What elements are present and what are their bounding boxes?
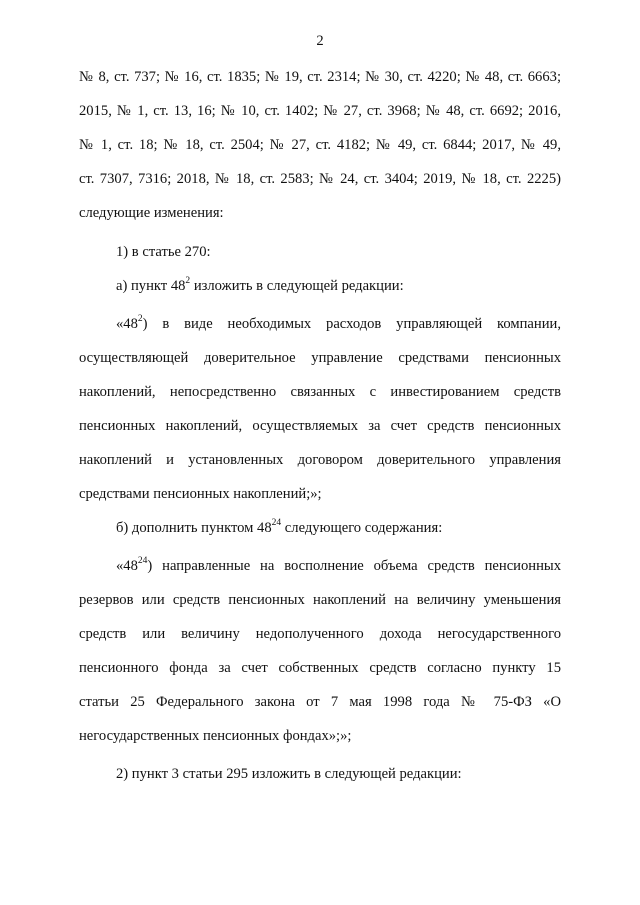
citation-line: 2015, № 1, ст. 13, 16; № 10, ст. 1402; № 27, ст. 3968; № 48, ст. 6692; 2016, [79, 103, 561, 119]
quote-48-2-line: средствами пенсионных накоплений;»; [79, 486, 322, 502]
quote-48-2-line: осуществляющей доверительное управление средствами пенсионных [79, 350, 561, 366]
quote-48-2-line: пенсионных накоплений, осуществляемых за счет средств пенсионных [79, 418, 561, 434]
quote-48-24-line: «$48^{24}$) направленные на восполнение объема средств пенсионных [116, 556, 561, 574]
quote-48-24-line: резервов или средств пенсионных накоплений на величину уменьшения [79, 592, 561, 608]
page-number: 2 [316, 33, 324, 49]
item-1b-paragraph: б) дополнить пунктом $48^{24}$ следующего содержания: [116, 518, 443, 536]
citation-line: следующие изменения: [79, 205, 224, 221]
citation-line: № 1, ст. 18; № 18, ст. 2504; № 27, ст. 4182; № 49, ст. 6844; 2017, № 49, [79, 137, 561, 153]
quote-48-24-line: средств или величину недополученного дохода негосударственного [79, 626, 561, 642]
quote-48-2-line: «$48^2$) в виде необходимых расходов управляющей компании, [116, 314, 561, 332]
quote-48-2-line: накоплений, непосредственно связанных с инвестированием средств [79, 384, 561, 400]
citation-line: № 8, ст. 737; № 16, ст. 1835; № 19, ст. 2314; № 30, ст. 4220; № 48, ст. 6663; [79, 69, 561, 85]
citation-line: ст. 7307, 7316; 2018, № 18, ст. 2583; № 24, ст. 3404; 2019, № 18, ст. 2225) [79, 171, 561, 187]
item-1-heading: 1) в статье 270: [116, 244, 211, 260]
quote-48-24-line: статьи 25 Федерального закона от 7 мая 1998 года № 75-ФЗ «О [79, 694, 561, 710]
item-1a-paragraph: а) пункт $48^2$ изложить в следующей редакции: [116, 276, 404, 294]
quote-48-24-line: пенсионного фонда за счет собственных средств согласно пункту 15 [79, 660, 561, 676]
item-2-heading: 2) пункт 3 статьи 295 изложить в следующей редакции: [116, 766, 462, 782]
quote-48-24-line: негосударственных пенсионных фондах»;»; [79, 728, 352, 744]
quote-48-2-line: накоплений и установленных договором доверительного управления [79, 452, 561, 468]
